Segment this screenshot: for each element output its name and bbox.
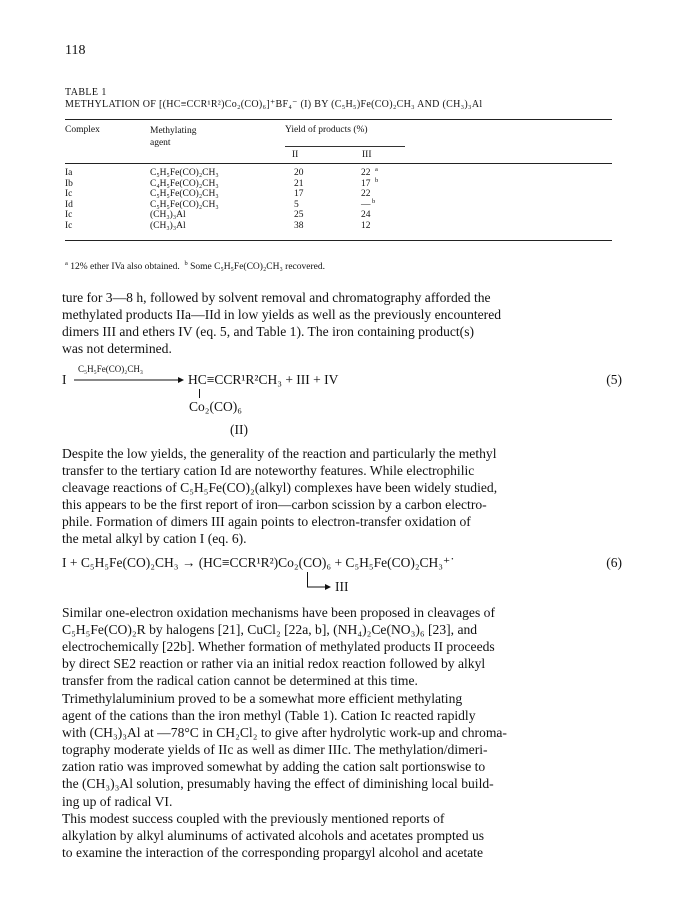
- cell-agent: (CH₃)₃Al: [150, 210, 186, 221]
- equation-5: [62, 364, 622, 439]
- eq5-cobalt: Co₂(CO)₆: [189, 399, 242, 414]
- cell-yield-ii: 25: [294, 210, 304, 221]
- cell-yield-ii: 21: [294, 178, 304, 189]
- cell-agent: C₅H₅Fe(CO)₂CH₃: [150, 168, 219, 178]
- text-line: zation ratio was improved somewhat by adding the cation salt portionswise to: [62, 759, 486, 775]
- cell-complex: Ic: [65, 220, 73, 231]
- text-line: tography moderate yields of IIc as well as dimer IIIc. The methylation/dimeri-: [62, 742, 488, 758]
- text-line: to examine the interaction of the corresponding propargyl alcohol and acetate: [62, 845, 483, 861]
- equation-6: [62, 553, 622, 605]
- text-line: the metal alkyl by cation I (eq. 6).: [62, 531, 247, 547]
- text-line: agent of the cations than the iron methyl (Table 1). Cation Ic reacted rapidly: [62, 708, 476, 724]
- column-header-methylating-agent: [150, 125, 240, 149]
- text-line: transfer to the tertiary cation Id are noteworthy features. While electrophilic: [62, 463, 475, 479]
- text-line: Similar one-electron oxidation mechanisms have been proposed in cleavages of: [62, 605, 495, 620]
- cell-yield-ii: 17: [294, 189, 304, 200]
- eq6-product: III: [335, 579, 349, 594]
- column-header-agent-line2: agent: [150, 138, 171, 148]
- cell-agent: C₅H₅Fe(CO)₂CH₃: [150, 189, 219, 200]
- cell-footnote-mark: b: [372, 197, 376, 205]
- table-caption: METHYLATION OF [(HC≡CCR¹R²)Co₂(CO)₆]⁺BF₄⁻ (I) BY (C₅H₅)Fe(CO)₂CH₃ AND (CH₃)₃Al: [65, 99, 483, 110]
- footnote-a: 12% ether IVa also obtained.: [70, 262, 180, 273]
- paragraph-4: [62, 690, 620, 810]
- text-line: ing up of radical VI.: [62, 793, 173, 809]
- text-line: was not determined.: [62, 341, 172, 357]
- table-row: [65, 210, 612, 221]
- cell-yield-ii: 5: [294, 199, 299, 210]
- footnote-b-mark: b: [184, 260, 188, 267]
- eq5-number: (5): [606, 372, 622, 387]
- eq5-lhs: I: [62, 372, 67, 387]
- footnote-b: Some C₅H₅Fe(CO)₂CH₃ recovered.: [190, 262, 325, 273]
- text-line: Despite the low yields, the generality of the reaction and particularly the methyl: [62, 446, 497, 461]
- page-number: 118: [65, 43, 86, 58]
- eq6-number: (6): [606, 555, 622, 570]
- text-line: electrochemically [22b]. Whether formation of methylated products II proceeds: [62, 639, 495, 655]
- eq6-arrow: [307, 582, 331, 592]
- table-label: TABLE 1: [65, 87, 107, 98]
- text-line: phile. Formation of dimers III again points to electron-transfer oxidation of: [62, 514, 471, 530]
- eq5-label: (II): [230, 422, 248, 437]
- cell-complex: Ic: [65, 189, 73, 200]
- paragraph-1: [62, 289, 620, 357]
- cell-complex: Ia: [65, 168, 73, 178]
- text-line: with (CH₃)₃Al at —78°C in CH₂Cl₂ to give after hydrolytic work-up and chroma-: [62, 725, 507, 741]
- cell-yield-iii: 22: [361, 189, 371, 200]
- text-line: ture for 3—8 h, followed by solvent removal and chromatography afforded the: [62, 290, 491, 305]
- table-header-rule: [65, 163, 612, 164]
- cell-complex: Ib: [65, 178, 73, 189]
- cell-agent: (CH₃)₃Al: [150, 220, 186, 231]
- text-line: This modest success coupled with the previously mentioned reports of: [62, 811, 445, 826]
- cell-agent: C₅H₅Fe(CO)₂CH₃: [150, 199, 219, 210]
- text-line: transfer from the radical cation cannot be determined at this time.: [62, 673, 418, 689]
- cell-complex: Ic: [65, 210, 73, 221]
- eq5-bond: [199, 389, 200, 398]
- paragraph-5: [62, 810, 620, 861]
- eq5-arrow: [74, 376, 184, 384]
- eq6-line: I + C₅H₅Fe(CO)₂CH₃ → (HC≡CCR¹R²)Co₂(CO)₆ + C₅H₅Fe(CO)₂CH₃⁺˙: [62, 555, 455, 570]
- column-header-iii: III: [362, 150, 372, 160]
- table-row: [65, 197, 612, 211]
- text-line: this appears to be the first report of iron—carbon scission by a carbon electro-: [62, 497, 487, 513]
- text-line: alkylation by alkyl aluminums of activated alcohols and acetates prompted us: [62, 828, 485, 844]
- text-line: methylated products IIa—IId in low yields as well as the previously encountered: [62, 307, 502, 323]
- cell-yield-ii: 38: [294, 220, 304, 231]
- text-line: cleavage reactions of C₅H₅Fe(CO)₂(alkyl) complexes have been widely studied,: [62, 480, 498, 496]
- eq5-reagent: C₅H₅Fe(CO)₂CH₃: [78, 364, 144, 374]
- table-row: [65, 221, 612, 232]
- table-bottom-rule: [65, 240, 612, 241]
- table-row: [65, 176, 612, 190]
- cell-agent: C₄H₅Fe(CO)₂CH₃: [150, 178, 219, 189]
- table-row: [65, 168, 612, 179]
- cell-yield-iii: —: [361, 199, 371, 210]
- cell-yield-iii: 12: [361, 220, 371, 231]
- cell-yield-iii: 22: [361, 168, 371, 178]
- table-body: [65, 168, 612, 232]
- cell-complex: Id: [65, 199, 73, 210]
- text-line: the (CH₃)₃Al solution, presumably having the effect of diminishing local build-: [62, 776, 494, 792]
- table-footnotes: [65, 260, 325, 272]
- footnote-a-mark: a: [65, 260, 68, 267]
- table-row: [65, 189, 612, 200]
- cell-footnote-mark: b: [375, 176, 379, 184]
- column-header-ii: II: [292, 150, 299, 160]
- cell-yield-iii: 24: [361, 210, 371, 221]
- column-header-yield: Yield of products (%): [285, 125, 368, 135]
- text-line: Trimethylaluminium proved to be a somewhat more efficient methylating: [62, 691, 463, 706]
- text-line: by direct SE2 reaction or rather via an initial redox reaction followed by alkyl: [62, 656, 486, 672]
- cell-yield-ii: 20: [294, 168, 304, 178]
- column-header-complex: Complex: [65, 125, 100, 135]
- paragraph-2: [62, 445, 620, 548]
- text-line: dimers III and ethers IV (eq. 5, and Table 1). The iron containing product(s): [62, 324, 475, 340]
- cell-yield-iii: 17: [361, 178, 371, 189]
- text-line: C₅H₅Fe(CO)₂R by halogens [21], CuCl₂ [22a, b], (NH₄)₂Ce(NO₃)₆ [23], and: [62, 622, 478, 638]
- column-header-agent-line1: Methylating: [150, 126, 197, 136]
- table-top-rule: [65, 119, 612, 120]
- cell-footnote-mark: a: [375, 166, 378, 173]
- yield-header-rule: [285, 146, 405, 147]
- paragraph-3: [62, 604, 620, 689]
- eq5-rhs: HC≡CCR¹R²CH₃ + III + IV: [188, 372, 339, 387]
